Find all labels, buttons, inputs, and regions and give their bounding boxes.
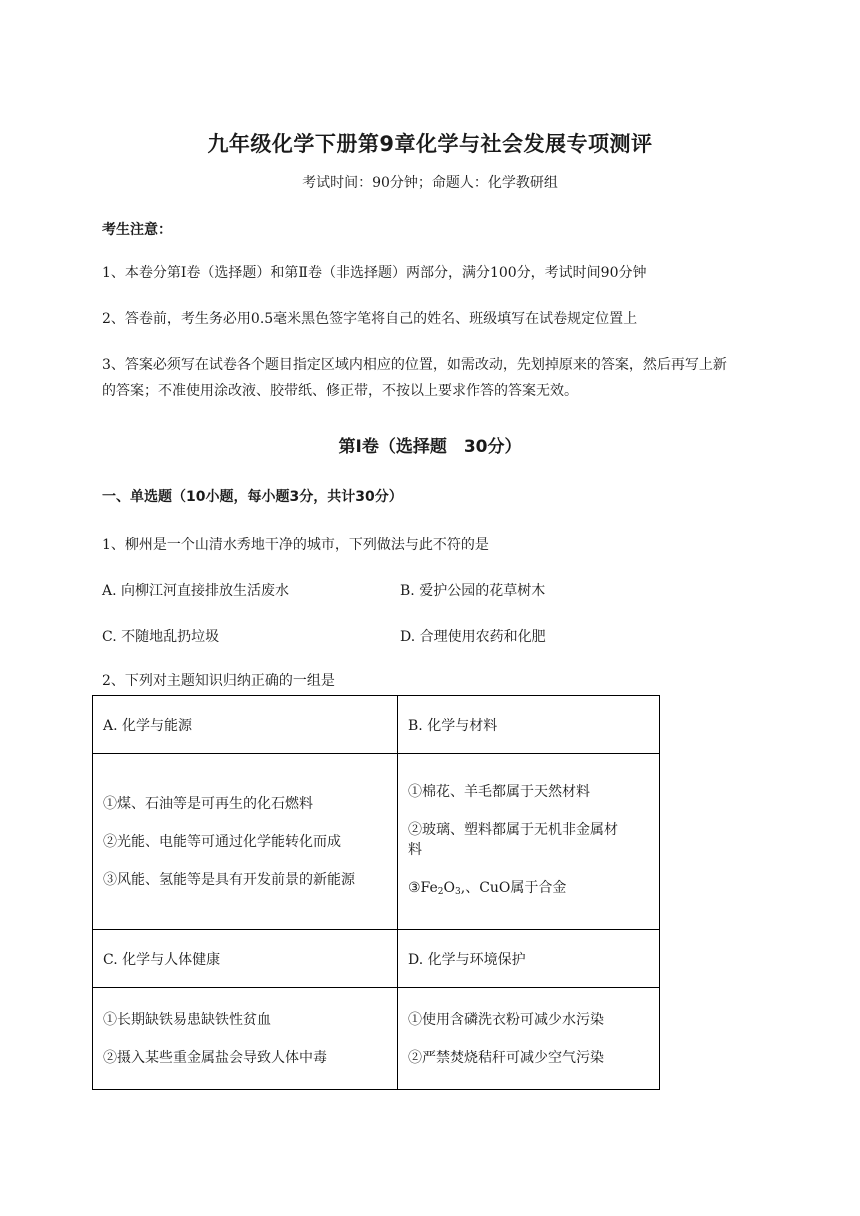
- notice-heading: 考生注意：: [102, 222, 172, 238]
- q1-option-c[interactable]: C. 不随地乱扔垃圾: [102, 629, 220, 645]
- q2-a-item-1: ①煤、石油等是可再生的化石燃料: [103, 795, 313, 812]
- q2-option-d-head[interactable]: D. 化学与环境保护: [398, 930, 660, 988]
- q2-table: [92, 695, 660, 1090]
- q2-b-item-2: ②玻璃、塑料都属于无机非金属材: [408, 821, 618, 838]
- q2-option-b-head[interactable]: B. 化学与材料: [398, 696, 660, 754]
- q2-a-item-3: ③风能、氢能等是具有开发前景的新能源: [103, 871, 355, 888]
- notice-item-3: 3、答案必须写在试卷各个题目指定区域内相应的位置，如需改动，先划掉原来的答案，然后再写上新: [102, 357, 727, 373]
- q2-option-d-body: [398, 988, 660, 1090]
- part-title: 一、单选题（10小题，每小题3分，共计30分）: [102, 489, 403, 505]
- q2-c-item-1: ①长期缺铁易患缺铁性贫血: [103, 1011, 271, 1028]
- q2-option-c-body: [93, 988, 398, 1090]
- notice-item-2: 2、答卷前，考生务必用0.5毫米黑色签字笔将自己的姓名、班级填写在试卷规定位置上: [102, 311, 638, 327]
- q2-b-item-3: $③Fe_2O_3$,、CuO属于合金: [408, 879, 567, 897]
- q2-b-item-2-cont: 料: [408, 841, 422, 858]
- notice-item-1: 1、本卷分第Ⅰ卷（选择题）和第Ⅱ卷（非选择题）两部分，满分100分，考试时间90分钟: [102, 265, 647, 281]
- section-title: 第Ⅰ卷（选择题 30分）: [338, 437, 522, 457]
- q2-option-a-body: [93, 754, 398, 930]
- notice-item-3-cont: 的答案；不准使用涂改液、胶带纸、修正带，不按以上要求作答的答案无效。: [102, 383, 578, 399]
- q2-b-item-1: ①棉花、羊毛都属于天然材料: [408, 783, 590, 800]
- q1-option-a[interactable]: A. 向柳江河直接排放生活废水: [102, 583, 290, 599]
- q2-option-b-body: [398, 754, 660, 930]
- q2-option-a-head[interactable]: A. 化学与能源: [93, 696, 398, 754]
- q2-d-item-1: ①使用含磷洗衣粉可减少水污染: [408, 1011, 604, 1028]
- q1-option-d[interactable]: D. 合理使用农药和化肥: [400, 629, 546, 645]
- q2-c-item-2: ②摄入某些重金属盐会导致人体中毒: [103, 1049, 327, 1066]
- q1-option-b[interactable]: B. 爱护公园的花草树木: [400, 583, 546, 599]
- exam-subtitle: 考试时间：90分钟；命题人：化学教研组: [302, 175, 558, 191]
- q2-a-item-2: ②光能、电能等可通过化学能转化而成: [103, 833, 341, 850]
- q1-stem: 1、柳州是一个山清水秀地干净的城市，下列做法与此不符的是: [102, 537, 489, 553]
- q2-stem: 2、下列对主题知识归纳正确的一组是: [102, 673, 335, 689]
- exam-title: 九年级化学下册第9章化学与社会发展专项测评: [207, 132, 653, 156]
- q2-d-item-2: ②严禁焚烧秸秆可减少空气污染: [408, 1049, 604, 1066]
- q2-option-c-head[interactable]: C. 化学与人体健康: [93, 930, 398, 988]
